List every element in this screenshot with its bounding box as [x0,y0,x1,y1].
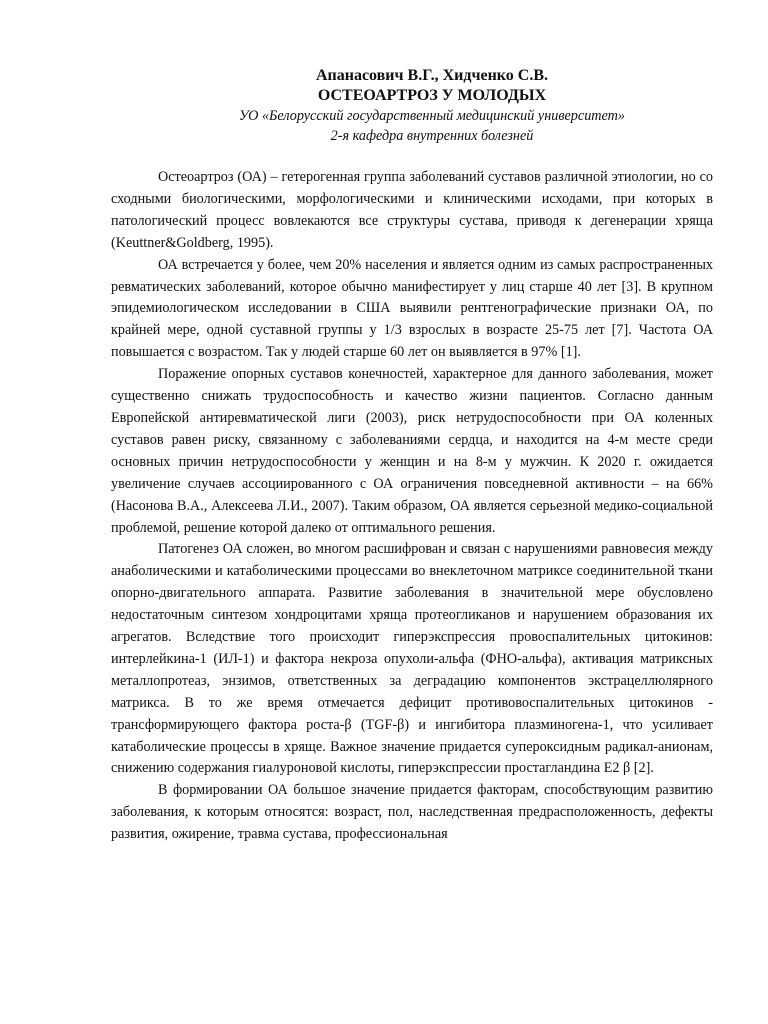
paragraph: Поражение опорных суставов конечностей, характерное для данного заболевания, может существенно снижать трудоспособность и качество жизни пациентов. Согласно данным Европейской антиревматической лиги (2003), риск нетрудоспособности при ОА коленных суставов равен риску, связанному с заболеваниями сердца, и находится на 4-м месте среди основных причин нетрудоспособности у женщин и на 8-м у мужчин. К 2020 г. ожидается увеличение случаев ассоциированного с ОА ограничения повседневной активности – на 66% (Насонова В.А., Алексеева Л.И., 2007). Таким образом, ОА является серьезной медико-социальной проблемой, решение которой далеко от оптимального решения. [111,366,713,536]
article-body [111,167,713,846]
document-page [111,66,713,846]
authors: Апанасович В.Г., Хидченко С.В. [315,67,549,84]
paragraph: В формировании ОА большое значение придается факторам, способствующим развитию заболевания, к которым относятся: возраст, пол, наследственная предрасположенность, дефекты развития, ожирение, травма сустава, профессиональная [111,782,713,843]
department: 2-я кафедра внутренних болезней [330,128,534,144]
article-header [111,66,713,146]
paragraph: Патогенез ОА сложен, во многом расшифрован и связан с нарушениями равновесия между анаболическими и катаболическими процессами во внеклеточном матриксе соединительной ткани опорно-двигательного аппарата. Развитие заболевания в значительной мере обусловлено недостаточным синтезом хондроцитами хряща протеогликанов и нарушением образования их агрегатов. Вследствие того происходит гиперэкспрессия провоспалительных цитокинов: интерлейкина-1 (ИЛ-1) и фактора некроза опухоли-альфа (ФНО-альфа), активация матриксных металлопротеаз, энзимов, ответственных за деградацию компонентов экстрацеллюлярного матрикса. В то же время отмечается дефицит противовоспалительных цитокинов - трансформирующего фактора роста-β (TGF-β) и ингибитора плазминогена-1, что усиливает катаболические процессы в хряще. Важное значение придается супероксидным радикал-анионам, снижению содержания гиалуроновой кислоты, гиперэкспрессии простагландина Е2 β [2]. [111,541,713,777]
paragraph: ОА встречается у более, чем 20% населения и является одним из самых распространенных ревматических заболеваний, которое обычно манифестирует у лиц старше 40 лет [3]. В крупном эпидемиологическом исследовании в США выявили рентгенографические признаки ОА, по крайней мере, одной суставной группы у 1/3 взрослых в возрасте 25-75 лет [7]. Частота ОА повышается с возрастом. Так у людей старше 60 лет он выявляется в 97% [1]. [111,256,713,361]
paragraph: Остеоартроз (ОА) – гетерогенная группа заболеваний суставов различной этиологии, но со сходными биологическими, морфологическими и клиническими исходами, при которых в патологический процесс вовлекаются все структуры сустава, приводя к дегенерации хряща (Keuttner&Goldberg, 1995). [111,169,713,251]
institution: УО «Белорусский государственный медицинский университет» [239,108,625,124]
article-title: ОСТЕОАРТРОЗ У МОЛОДЫХ [317,87,547,104]
